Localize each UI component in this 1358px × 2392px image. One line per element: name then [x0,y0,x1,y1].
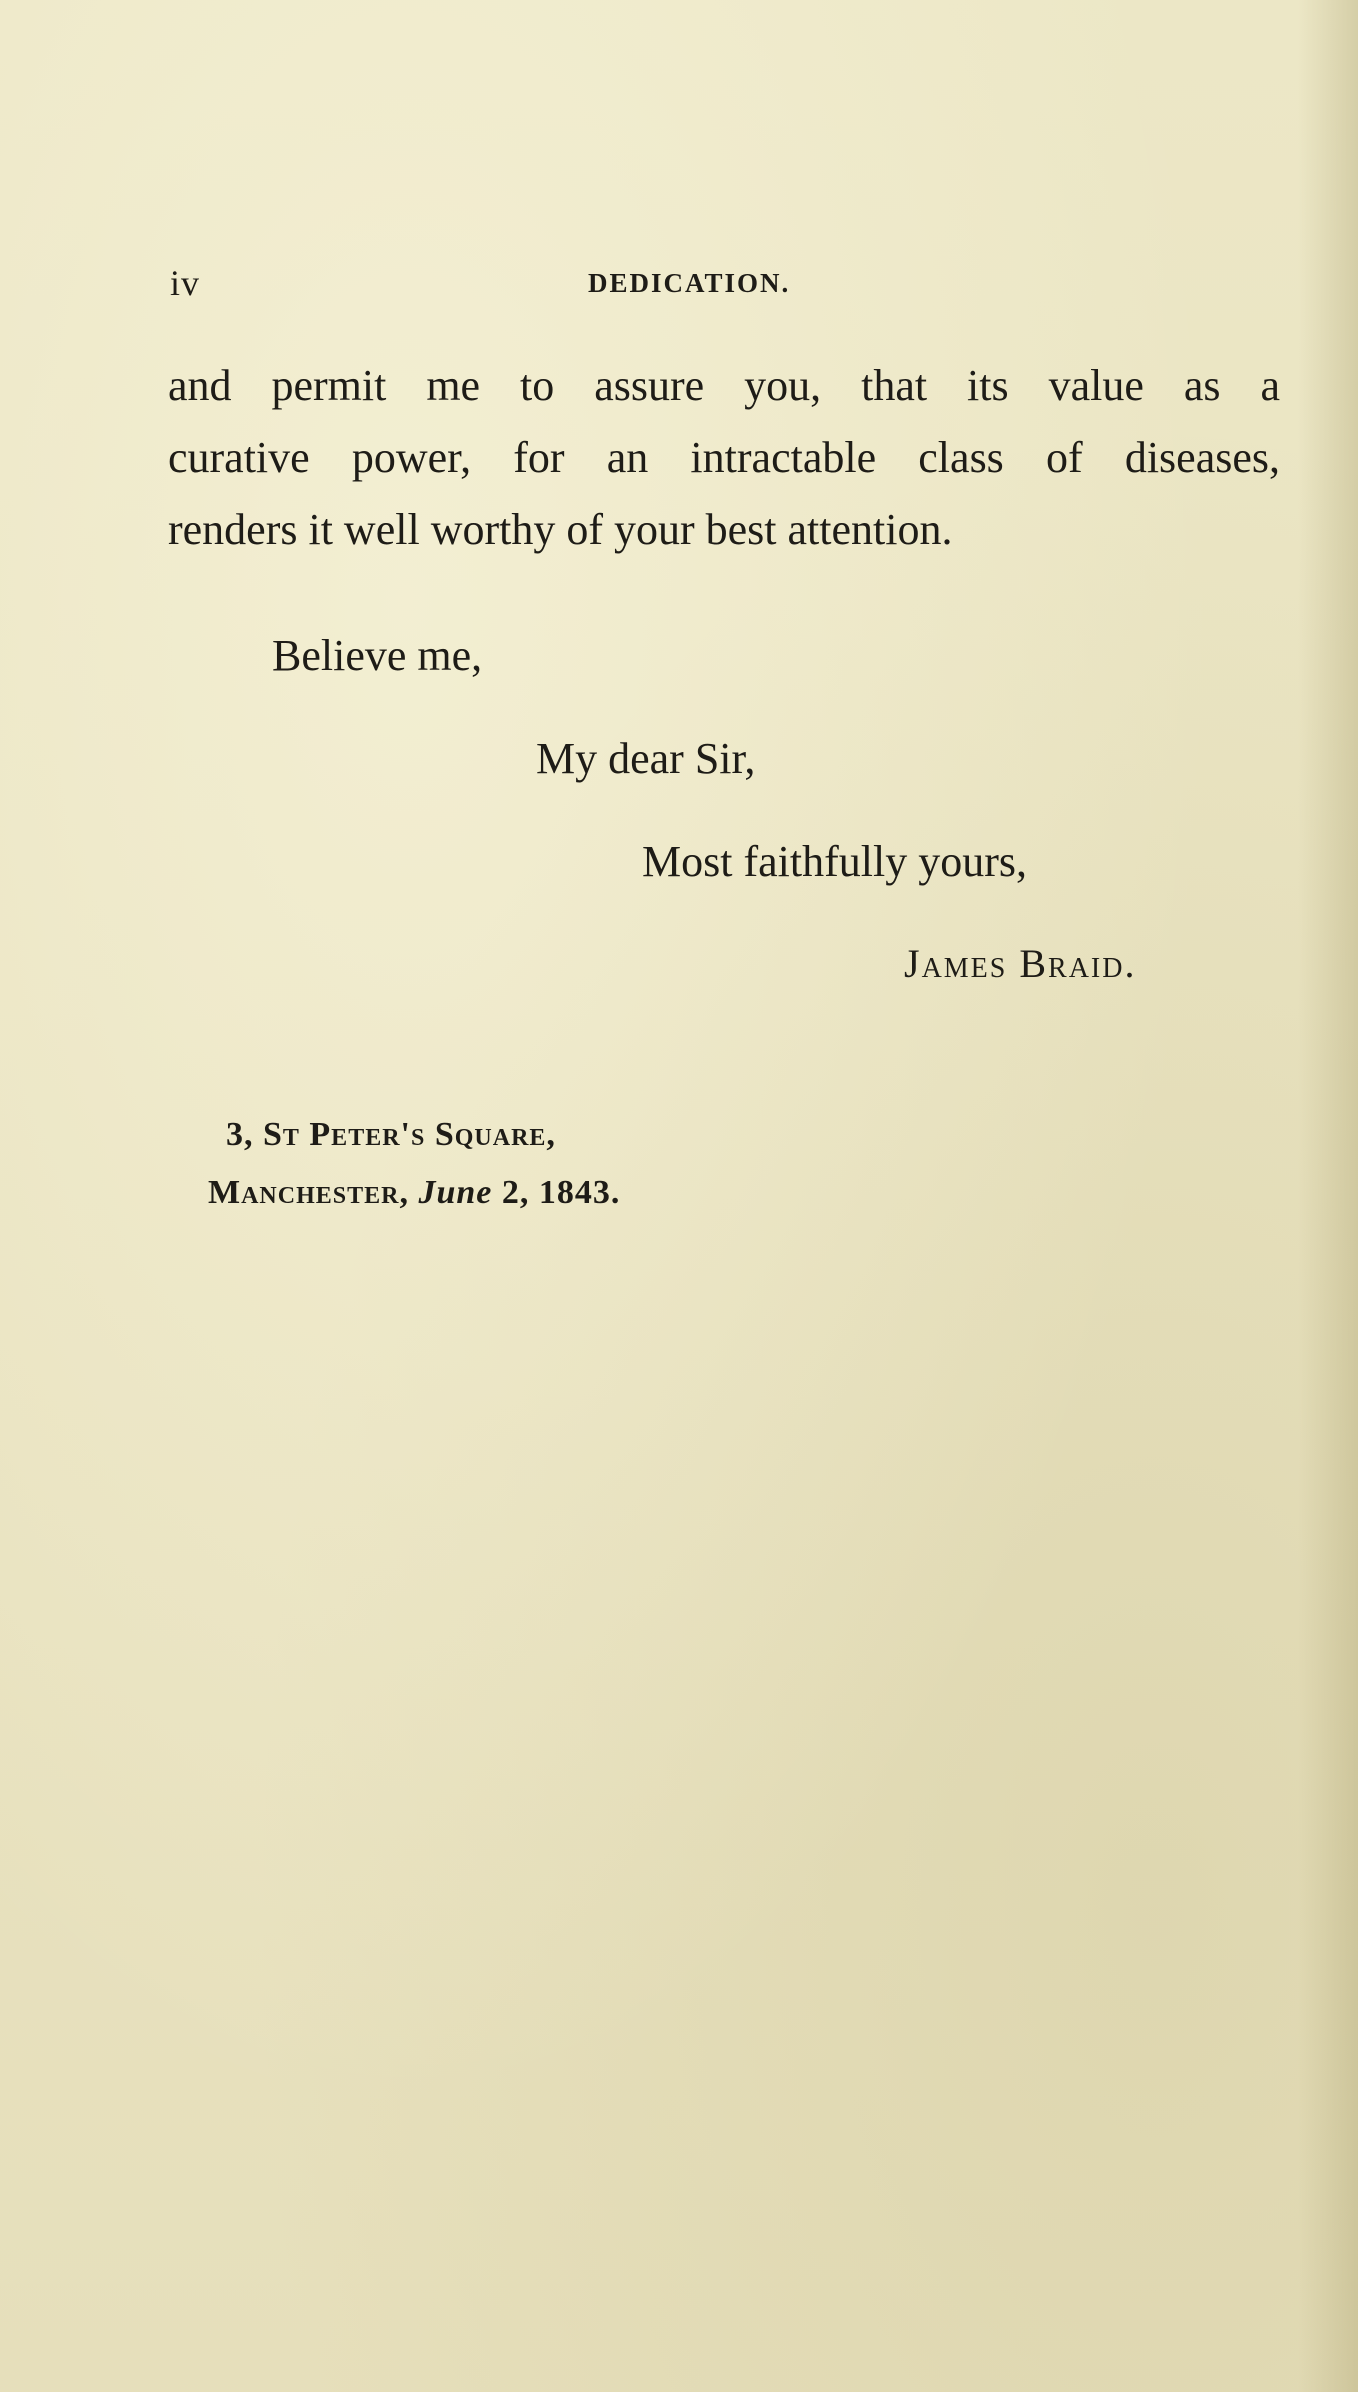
place-date-line [208,1174,620,1212]
address-line: 3, St Peter's Square, [226,1116,556,1153]
signature: James Braid. [904,941,1137,986]
body-text-line: curative power, for an intractable class of diseases, [168,433,1280,482]
closing-address: My dear Sir, [536,734,756,783]
page-number: iv [170,263,201,303]
page-edge-shadow [1298,0,1358,2392]
date-rest: 2, 1843. [501,1174,621,1211]
city: Manchester, [208,1174,409,1211]
body-text-line: renders it well worthy of your best attention. [168,505,953,554]
date-month: June [418,1174,493,1211]
body-text-line: and permit me to assure you, that its value as a [168,361,1280,410]
closing-salutation: Believe me, [272,631,483,680]
closing-valediction: Most faithfully yours, [642,837,1027,886]
running-head: DEDICATION. [588,268,791,298]
